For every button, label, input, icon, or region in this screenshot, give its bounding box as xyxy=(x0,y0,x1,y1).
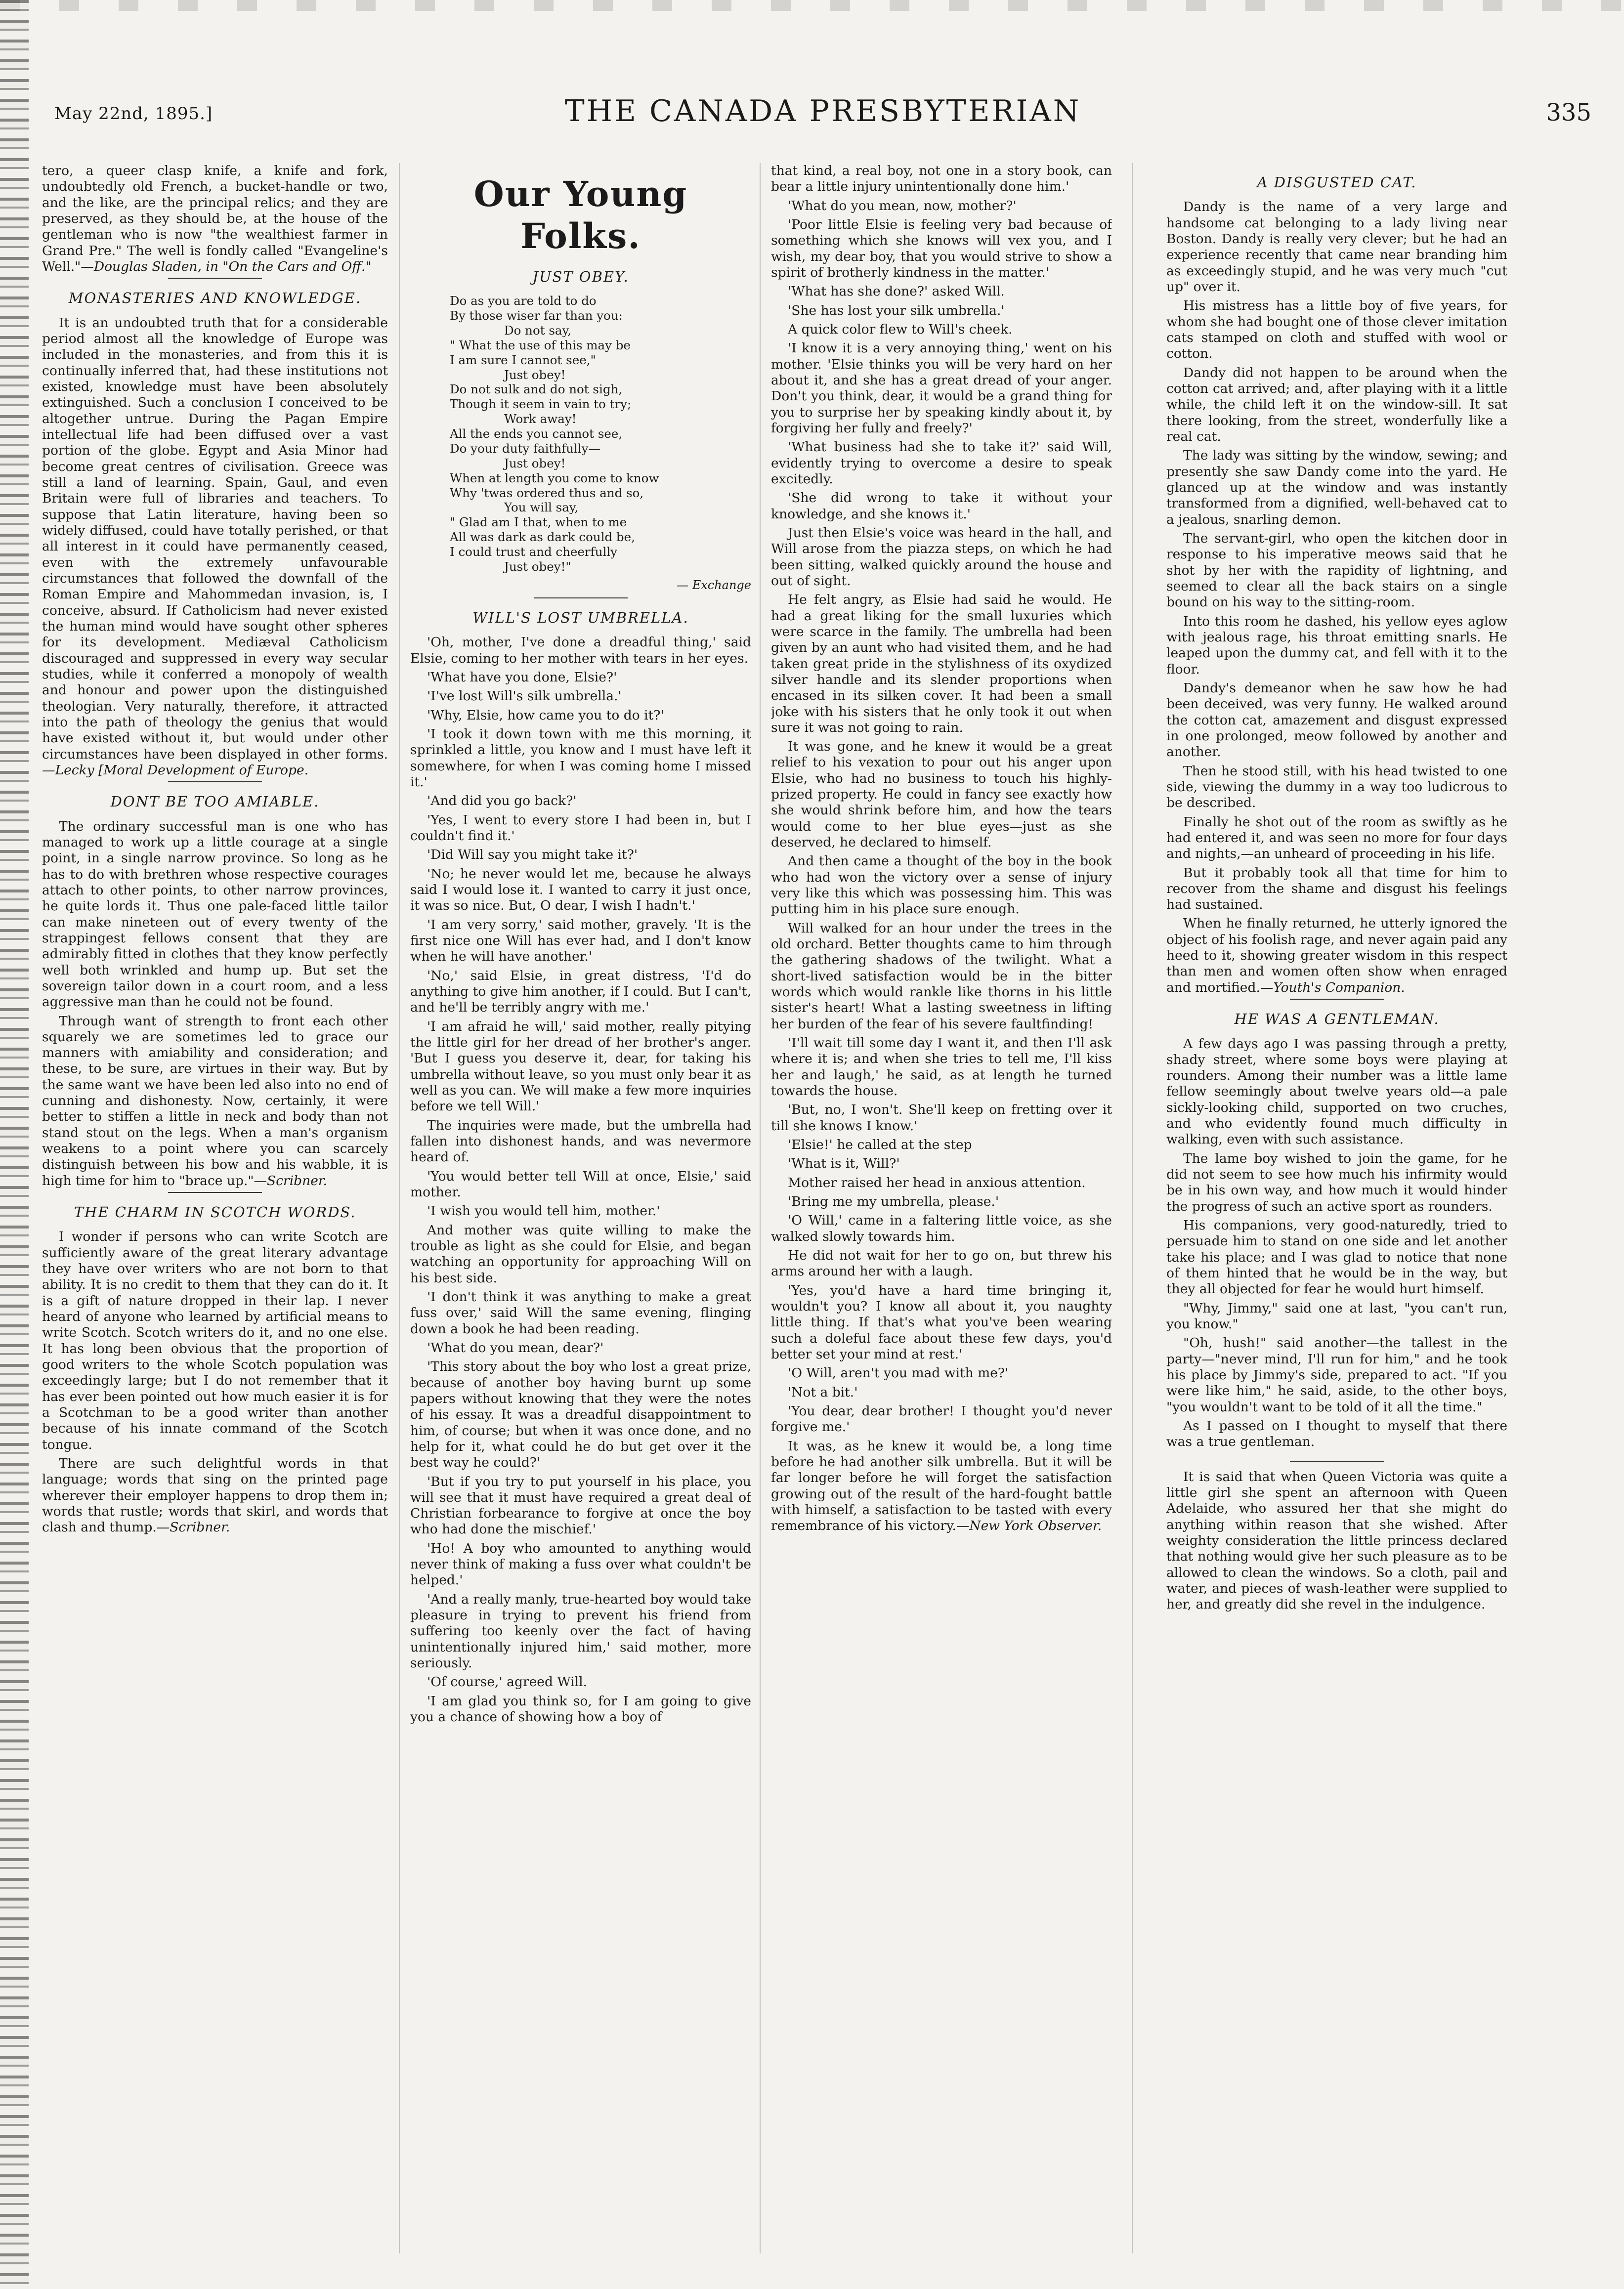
article-paragraph: 'And did you go back?' xyxy=(427,793,577,809)
article-paragraph: And mother was quite willing to make the trouble as light as she could for Elsie, and began watching an opportunity for approaching Will on his best side. xyxy=(410,1222,751,1286)
poem-attribution: — Exchange xyxy=(677,578,751,592)
article-paragraph: 'She did wrong to take it without your knowledge, and she knows it.' xyxy=(771,490,1112,522)
article-paragraph: It was gone, and he knew it would be a great relief to his vexation to pour out his anger upon Elsie, who had no business to touch his highly-prized property. He could in fancy see exactly how she would shrink before him, and how the tears would come to her blue eyes—just as she deserved, he declared to himself. xyxy=(771,739,1112,850)
binding-edge xyxy=(0,0,29,2289)
poem-line: Though it seem in vain to try; xyxy=(450,397,632,412)
article-paragraph: A few days ago I was passing through a pretty, shady street, where some boys were playing at rounders. Among their number was a little lame fellow seemingly about twelve years old—a pale sickly-looking child, supported on two cruches, and who evidently found much difficulty in walking, even with such assistance. xyxy=(1166,1036,1507,1147)
article-paragraph: 'She has lost your silk umbrella.' xyxy=(788,302,1005,318)
article-paragraph: 'No; he never would let me, because he always said I would lose it. I wanted to carry it just once, it was so nice. But, O dear, I wish I hadn't.' xyxy=(410,866,751,914)
section-title: Our Young Folks. xyxy=(473,173,688,257)
section-divider xyxy=(1290,1461,1384,1462)
article-paragraph: 'What is it, Will?' xyxy=(788,1156,900,1172)
article-paragraph: 'Did Will say you might take it?' xyxy=(427,847,638,863)
article-paragraph: A quick color flew to Will's cheek. xyxy=(788,321,1013,337)
article-paragraph: 'I took it down town with me this morning, it sprinkled a little, you know and I must have left it somewhere, for when I was coming home I missed it.' xyxy=(410,726,751,790)
issue-date: May 22nd, 1895.] xyxy=(54,104,213,124)
article-paragraph: 'I am glad you think so, for I am going to give you a chance of showing how a boy of xyxy=(410,1693,751,1725)
article-paragraph: 'Of course,' agreed Will. xyxy=(427,1674,587,1690)
article-paragraph: Dandy is the name of a very large and handsome cat belonging to a lady living near Boston. Dandy is really very clever; but he had an experience recently that came near branding him as exceedingly stupid, and he was very much "cut up" over it. xyxy=(1166,199,1507,295)
section-divider xyxy=(168,781,262,782)
article-paragraph: The servant-girl, who open the kitchen door in response to his imperative meows said that he shot by her with the rapidity of lightning, and seemed to clear all the back stairs on a single bound on his way to the sitting-room. xyxy=(1166,530,1507,610)
section-divider xyxy=(168,1192,262,1193)
page-top-edge xyxy=(0,0,1624,11)
section-divider xyxy=(1290,999,1384,1000)
article-paragraph: The lame boy wished to join the game, for he did not seem to see how much his infirmity would be in his own way, and how much it would hinder the progress of such an active sport as rounders. xyxy=(1166,1150,1507,1214)
article-paragraph: 'And a really manly, true-hearted boy would take pleasure in trying to prevent his friend from suffering too keenly over the fact of having unintentionally injured him,' said mother, more seriously. xyxy=(410,1591,751,1671)
column-rule xyxy=(399,163,400,2253)
article-heading: MONASTERIES AND KNOWLEDGE. xyxy=(68,290,362,307)
article-paragraph: And then came a thought of the boy in the book who had won the victory over a sense of injury very like this which was possessing him. This was putting him in his place sure enough. xyxy=(771,853,1112,917)
article-paragraph: 'I am very sorry,' said mother, gravely. 'It is the first nice one Will has ever had, and I don't know when he will have another.' xyxy=(410,917,751,965)
section-divider xyxy=(168,278,262,279)
article-paragraph: 'You dear, dear brother! I thought you'd never forgive me.' xyxy=(771,1403,1112,1435)
column-rule xyxy=(1132,163,1133,2253)
article-heading: THE CHARM IN SCOTCH WORDS. xyxy=(74,1204,356,1221)
article-paragraph: 'I wish you would tell him, mother.' xyxy=(427,1203,660,1219)
article-paragraph: The ordinary successful man is one who has managed to work up a little courage at a single point, in a single narrow province. So long as he has to do with brethren whose respective courages attach to other points, to other narrow provinces, he quite lords it. Thus one pale-faced little tailor can make nineteen out of every twenty of the strappingest fellows consent that they are admirably fitted in clothes that they know perfectly well both wrinkled and hump up. But set the sovereign tailor down in a court room, and a less aggressive man than he could not be found. xyxy=(42,818,388,1010)
article-paragraph: As I passed on I thought to myself that there was a true gentleman. xyxy=(1166,1418,1507,1450)
poem-line: Do your duty faithfully— xyxy=(450,441,600,456)
article-paragraph: 'I'll wait till some day I want it, and then I'll ask where it is; and when she tries to tell me, I'll kiss her and laugh,' he said, as at length he turned towards the house. xyxy=(771,1035,1112,1099)
poem-line: I could trust and cheerfully xyxy=(450,545,617,559)
poem-line: Just obey!" xyxy=(504,559,571,574)
column-2 xyxy=(410,163,751,2263)
article-paragraph: Will walked for an hour under the trees in the old orchard. Better thoughts came to him through the gathering shadows of the twilight. What a short-lived satisfaction would be in the bitter words which would rankle like thorns in his little sister's heart! What a lasting sweetness in lifting her burden of the fear of his severe faultfinding! xyxy=(771,920,1112,1032)
article-paragraph: 'Why, Elsie, how came you to do it?' xyxy=(427,707,664,723)
poem-line: Just obey! xyxy=(504,456,566,470)
article-paragraph: 'I am afraid he will,' said mother, really pitying the little girl for her dread of her brother's anger. 'But I guess you deserve it, dear, for taking his umbrella without leave, so you must only bear it as well as you can. We will make a few more inquiries before we tell Will.' xyxy=(410,1018,751,1114)
column-3 xyxy=(771,163,1112,2263)
article-paragraph: He felt angry, as Elsie had said he would. He had a great liking for the small luxuries which were scarce in the family. The umbrella had been given by an aunt who had visited them, and he had taken great pride in the stylishness of its oxydized silver handle and its slender proportions when encased in its silken cover. It had been a small joke with his sisters that he only took it out when sure it was not going to rain. xyxy=(771,592,1112,735)
article-paragraph: The inquiries were made, but the umbrella had fallen into dishonest hands, and was nevermore heard of. xyxy=(410,1117,751,1165)
article-paragraph: 'Oh, mother, I've done a dreadful thing,' said Elsie, coming to her mother with tears in her eyes. xyxy=(410,635,751,666)
article-paragraph: that kind, a real boy, not one in a story book, can bear a little injury unintentionally done him.' xyxy=(771,163,1112,195)
article-paragraph: 'Yes, you'd have a hard time bringing it, wouldn't you? I know all about it, you naughty little thing. If that's what you've been wearing such a doleful face about these few days, you'd better set your mind at rest.' xyxy=(771,1282,1112,1362)
poem-line: " What the use of this may be xyxy=(450,338,631,352)
article-paragraph: "Why, Jimmy," said one at last, "you can't run, you know." xyxy=(1166,1300,1507,1332)
article-paragraph: Dandy's demeanor when he saw how he had been deceived, was very funny. He walked around the cotton cat, amazement and disgust expressed in one prolonged, meow followed by another and another. xyxy=(1166,680,1507,760)
article-paragraph: 'But if you try to put yourself in his place, you will see that it must have required a great deal of Christian forbearance to forgive at once the boy who had done the mischief.' xyxy=(410,1474,751,1537)
poem-line: All was dark as dark could be, xyxy=(450,530,635,545)
article-paragraph: There are such delightful words in that language; words that sing on the printed page wherever their employer happens to drop them in; words that rustle; words that skirl, and words that clash and thump.—Scribner. xyxy=(42,1456,388,1535)
article-paragraph: 'What do you mean, now, mother?' xyxy=(788,198,1017,213)
article-paragraph: 'No,' said Elsie, in great distress, 'I'd do anything to give him another, if I could. But I can't, and he'll be terribly angry with me.' xyxy=(410,968,751,1016)
page-header xyxy=(54,94,1591,153)
poem-line: Just obey! xyxy=(504,367,566,382)
column-1 xyxy=(42,163,388,2263)
article-paragraph: 'O Will, aren't you mad with me?' xyxy=(788,1365,1009,1381)
column-4 xyxy=(1166,163,1507,2263)
article-paragraph: 'I've lost Will's silk umbrella.' xyxy=(427,688,622,704)
article-paragraph: It is an undoubted truth that for a considerable period almost all the knowledge of Europe was included in the monasteries, and from this it is continually inferred that, had these institutions not existed, knowledge must have been absolutely extinguished. Such a conclusion I conceived to be altogether untrue. During the Pagan Empire intellectual life had been diffused over a vast portion of the globe. Egypt and Asia Minor had become great centres of civilisation. Greece was still a land of learning. Spain, Gaul, and even Britain were full of libraries and teachers. To suppose that Latin literature, having been so widely diffused, could have totally perished, or that all interest in it could have permanently ceased, even with the extremely unfavourable circumstances that followed the downfall of the Roman Empire and Mahommedan invasion, is, I conceive, absurd. If Catholicism had never existed the human mind would have sought other spheres for its development. Mediæval Catholicism discouraged and suppressed in every way secular studies, while it conferred a monopoly of wealth and honour and power upon the distinguished theologian. Very naturally, therefore, it attracted into the path of theology the genius that would have existed without it, but would under other circumstances have been displayed in other forms.—Lecky [Moral Development of Europe. xyxy=(42,315,388,778)
article-paragraph: tero, a queer clasp knife, a knife and fork, undoubtedly old French, a bucket-handle or two, and the like, are the principal relics; and they are preserved, as they should be, at the house of the gentleman who is now "the wealthiest farmer in Grand Pre." The well is fondly called "Evangeline's Well."—Douglas Sladen, in "On the Cars and Off." xyxy=(42,163,388,274)
article-paragraph: But it probably took all that time for him to recover from the shame and disgust his feelings had sustained. xyxy=(1166,865,1507,913)
poem-line: Why 'twas ordered thus and so, xyxy=(450,485,644,500)
article-paragraph: 'Not a bit.' xyxy=(788,1384,858,1400)
article-paragraph: I wonder if persons who can write Scotch are sufficiently aware of the great literary advantage they have over writers who are not born to that ability. It is no credit to them that they can do it. It is a gift of nature dropped in their lap. I never heard of anyone who learned by artificial means to write Scotch. Scotch writers do it, and no one else. It has long been obvious that the proportion of good writers to the whole Scotch population was exceedingly large; but I do not remember that it has ever been pointed out how much easier it is for a Scotchman to be a good writer than another because of his innate command of the Scotch tongue. xyxy=(42,1229,388,1452)
article-paragraph: 'Bring me my umbrella, please.' xyxy=(788,1194,999,1210)
article-paragraph: 'I don't think it was anything to make a great fuss over,' said Will the same evening, flinging down a book he had been reading. xyxy=(410,1289,751,1337)
article-paragraph: The lady was sitting by the window, sewing; and presently she saw Dandy come into the yard. He glanced up at the window and was instantly transformed from a dignified, well-behaved cat to a jealous, snarling demon. xyxy=(1166,448,1507,527)
section-divider xyxy=(534,597,628,598)
article-paragraph: 'But, no, I won't. She'll keep on fretting over it till she knows I know.' xyxy=(771,1102,1112,1134)
article-paragraph: 'O Will,' came in a faltering little voice, as she walked slowly towards him. xyxy=(771,1213,1112,1244)
poem-line: Do not sulk and do not sigh, xyxy=(450,382,623,397)
article-paragraph: Into this room he dashed, his yellow eyes aglow with jealous rage, his throat emitting snarls. He leaped upon the dummy cat, and fell with it to the floor. xyxy=(1166,613,1507,677)
masthead-title: THE CANADA PRESBYTERIAN xyxy=(564,94,1081,128)
article-paragraph: 'You would better tell Will at once, Elsie,' said mother. xyxy=(410,1168,751,1200)
page-number: 335 xyxy=(1546,99,1591,127)
article-paragraph: Then he stood still, with his head twisted to one side, viewing the dummy in a way too ludicrous to be described. xyxy=(1166,763,1507,811)
column-rule xyxy=(760,163,761,2253)
article-heading: A DISGUSTED CAT. xyxy=(1257,174,1417,191)
article-paragraph: 'Yes, I went to every store I had been in, but I couldn't find it.' xyxy=(410,812,751,844)
article-paragraph: Mother raised her head in anxious attention. xyxy=(788,1175,1086,1190)
article-paragraph: 'I know it is a very annoying thing,' went on his mother. 'Elsie thinks you will be very hard on her about it, and she has a great dread of your anger. Don't you think, dear, it would be a grand thing for you to surprise her by speaking kindly about it, by forgiving her fully and freely?' xyxy=(771,340,1112,436)
article-paragraph: "Oh, hush!" said another—the tallest in the party—"never mind, I'll run for him," and he took his place by Jimmy's side, prepared to act. "If you were like him," he said, aside, to the other boys, "you wouldn't want to be told of it all the time." xyxy=(1166,1335,1507,1415)
poem-line: " Glad am I that, when to me xyxy=(450,515,627,530)
article-paragraph: Dandy did not happen to be around when the cotton cat arrived; and, after playing with it a little while, the child left it on the window-sill. It sat there looking, from the street, wonderfully like a real cat. xyxy=(1166,365,1507,444)
poem-line: You will say, xyxy=(504,500,579,515)
article-paragraph: 'What has she done?' asked Will. xyxy=(788,284,1005,299)
poem-line: Do as you are told to do xyxy=(450,294,597,308)
poem xyxy=(450,294,751,574)
article-paragraph: Finally he shot out of the room as swiftly as he had entered it, and was seen no more for four days and nights,—an unheard of proceeding in his life. xyxy=(1166,814,1507,862)
poem-line: Do not say, xyxy=(504,323,571,338)
article-paragraph: 'Ho! A boy who amounted to anything would never think of making a fuss over what couldn't be helped.' xyxy=(410,1540,751,1588)
article-paragraph: Just then Elsie's voice was heard in the hall, and Will arose from the piazza steps, on which he had been sitting, walked quickly around the house and out of sight. xyxy=(771,525,1112,589)
article-heading: DONT BE TOO AMIABLE. xyxy=(110,793,320,810)
article-paragraph: 'Elsie!' he called at the step xyxy=(788,1137,972,1153)
article-paragraph: 'This story about the boy who lost a great prize, because of another boy having burnt up some papers without knowing that they were the notes of his essay. It was a dreadful disappointment to him, of course; but when it was once done, and no help for it, what could he do but get over it the best way he could?' xyxy=(410,1359,751,1471)
poem-line: Work away! xyxy=(504,412,577,426)
article-paragraph: His mistress has a little boy of five years, for whom she had bought one of those clever imitation cats stamped on cloth and stuffed with wool or cotton. xyxy=(1166,298,1507,362)
poem-line: When at length you come to know xyxy=(450,470,659,485)
article-paragraph: 'What business had she to take it?' said Will, evidently trying to overcome a desire to speak excitedly. xyxy=(771,439,1112,487)
article-paragraph: 'What do you mean, dear?' xyxy=(427,1340,604,1356)
article-heading: JUST OBEY. xyxy=(532,268,629,285)
article-heading: WILL'S LOST UMBRELLA. xyxy=(472,609,689,627)
article-paragraph: When he finally returned, he utterly ignored the object of his foolish rage, and never again paid any heed to it, showing greater wisdom in this respect than men and women often show when enraged and mortified.—Youth's Companion. xyxy=(1166,916,1507,995)
article-paragraph: He did not wait for her to go on, but threw his arms around her with a laugh. xyxy=(771,1248,1112,1279)
poem-line: All the ends you cannot see, xyxy=(450,426,623,441)
poem-line: By those wiser far than you: xyxy=(450,308,623,323)
article-paragraph: His companions, very good-naturedly, tried to persuade him to stand on one side and let another take his place; and I was glad to notice that none of them hinted that he would be in the way, but they all objected for fear he would hurt himself. xyxy=(1166,1218,1507,1297)
article-paragraph: Through want of strength to front each other squarely we are sometimes led to grace our manners with amiability and consideration; and these, to be sure, are virtues in their way. But by the same want we have been led also into no end of cunning and dishonesty. Now, certainly, it were better to stiffen a little in neck and body than not stand stout on the legs. When a man's organism weakens to a point where you can scarcely distinguish between his bow and his wabble, it is high time for him to "brace up."—Scribner. xyxy=(42,1013,388,1188)
article-paragraph: It is said that when Queen Victoria was quite a little girl she spent an afternoon with Queen Adelaide, who assured her that she might do anything within reason that she wished. After weighty consideration the little princess declared that nothing would give her such pleasure as to be allowed to clean the windows. So a cloth, pail and water, and pieces of wash-leather were supplied to her, and greatly did she revel in the indulgence. xyxy=(1166,1469,1507,1612)
article-heading: HE WAS A GENTLEMAN. xyxy=(1234,1011,1440,1028)
poem-line: I am sure I cannot see," xyxy=(450,352,596,367)
article-paragraph: 'Poor little Elsie is feeling very bad because of something which she knows will vex you, and I wish, my dear boy, that you would strive to show a spirit of brotherly kindness in the matter.' xyxy=(771,216,1112,280)
article-paragraph: It was, as he knew it would be, a long time before he had another silk umbrella. But it will be far longer before he will forget the satisfaction growing out of the result of the hard-fought battle with himself, a satisfaction to be tasted with every remembrance of his victory.—New York Observer. xyxy=(771,1438,1112,1534)
article-paragraph: 'What have you done, Elsie?' xyxy=(427,670,617,685)
